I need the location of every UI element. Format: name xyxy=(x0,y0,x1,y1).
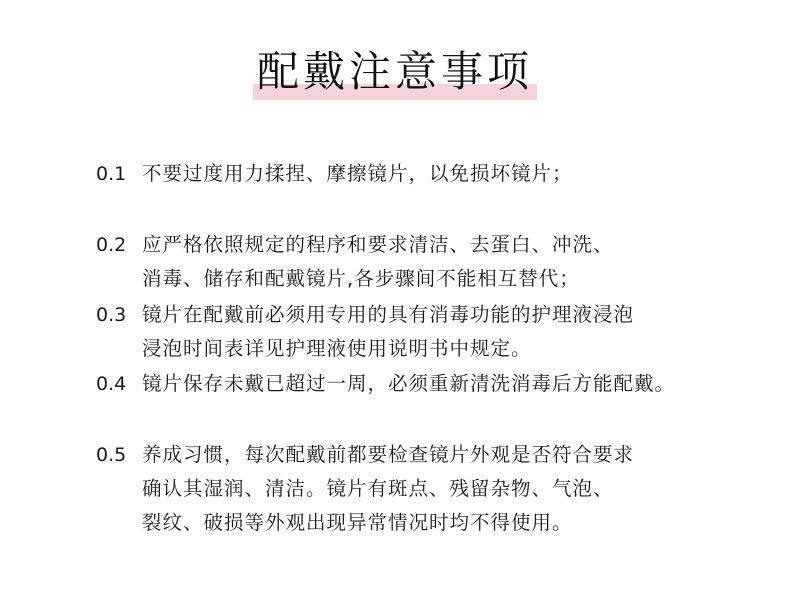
item-line: 应严格依照规定的程序和要求清洁、去蛋白、冲洗、 xyxy=(142,233,614,256)
item-line: 镜片在配戴前必须用专用的具有消毒功能的护理液浸泡 xyxy=(142,303,635,326)
title-area xyxy=(0,42,790,102)
page-title-text: 配戴注意事项 xyxy=(256,47,533,96)
item-text xyxy=(142,438,634,540)
item-text xyxy=(142,298,634,366)
item-number: 0.4 xyxy=(96,373,127,395)
item-text xyxy=(142,367,675,401)
page-title xyxy=(253,42,537,102)
item-line: 养成习惯，每次配戴前都要检查镜片外观是否符合要求 xyxy=(142,443,635,466)
item-line: 镜片保存未戴已超过一周，必须重新清洗消毒后方能配戴。 xyxy=(142,372,676,395)
item-number: 0.2 xyxy=(96,234,127,256)
item-line: 确认其湿润、清洁。镜片有斑点、残留杂物、气泡、 xyxy=(142,477,614,500)
item-number: 0.5 xyxy=(96,444,127,466)
item-text xyxy=(142,228,614,296)
item-line: 裂纹、破损等外观出现异常情况时均不得使用。 xyxy=(142,511,573,534)
item-line: 不要过度用力揉捏、摩擦镜片，以免损坏镜片； xyxy=(142,162,573,185)
item-number: 0.3 xyxy=(96,304,127,326)
item-text xyxy=(142,157,573,191)
item-line: 消毒、储存和配戴镜片,各步骤间不能相互替代； xyxy=(142,267,580,290)
item-line: 浸泡时间表详见护理液使用说明书中规定。 xyxy=(142,337,532,360)
item-number: 0.1 xyxy=(96,163,127,185)
